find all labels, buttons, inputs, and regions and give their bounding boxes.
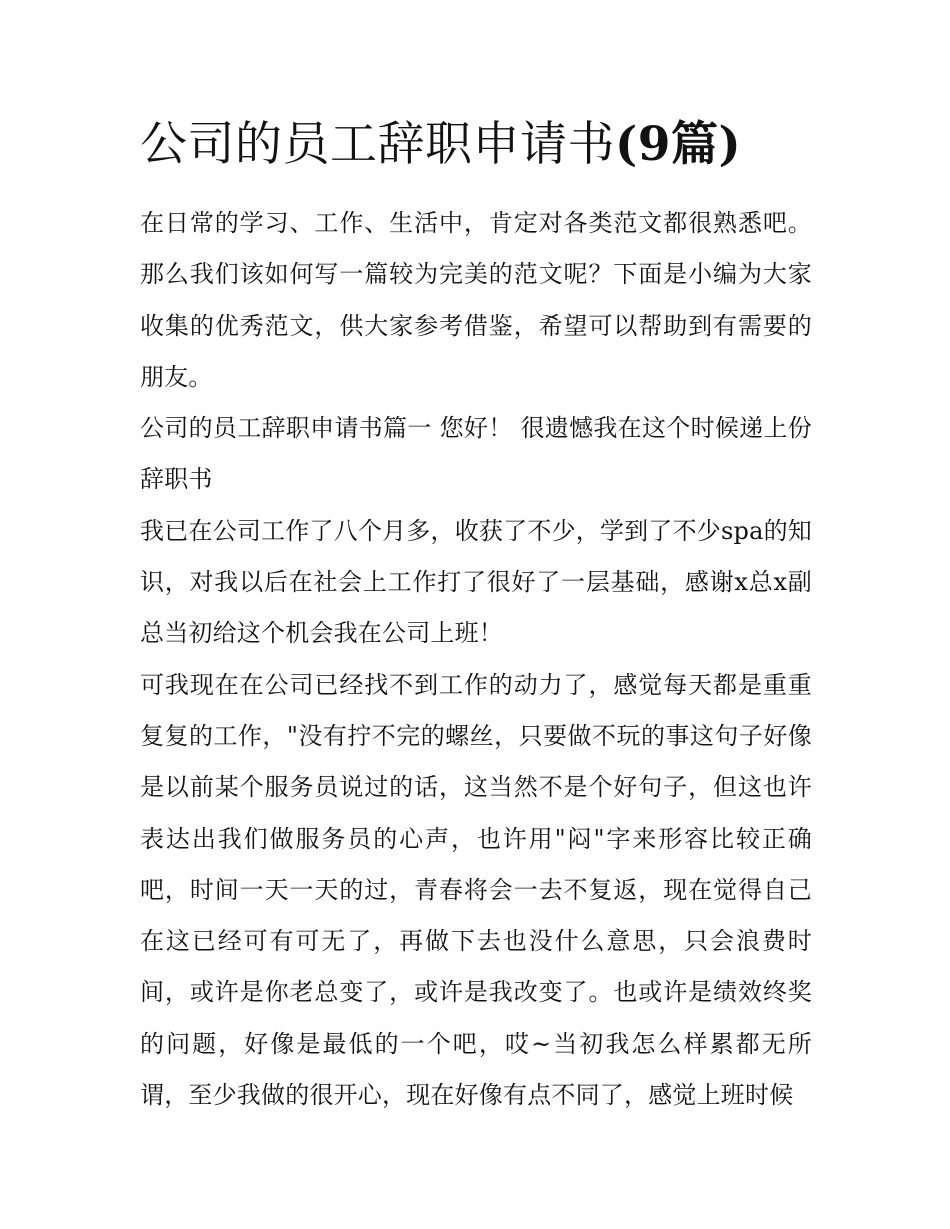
title-suffix: (9篇)	[615, 117, 742, 172]
letter-heading-paragraph: 公司的员工辞职申请书篇一 您好！ 很遗憾我在这个时候递上份辞职书	[140, 414, 812, 494]
intro-paragraph: 在日常的学习、工作、生活中，肯定对各类范文都很熟悉吧。那么我们该如何写一篇较为完美的范文呢？下面是小编为大家收集的优秀范文，供大家参考借鉴，希望可以帮助到有需要的朋友。	[140, 209, 812, 391]
document-title	[140, 112, 820, 178]
body-paragraph: 我已在公司工作了八个月多，收获了不少，学到了不少spa的知识，对我以后在社会上工作打了很好了一层基础，感谢x总x副总当初给这个机会我在公司上班！	[140, 516, 812, 648]
document-body	[140, 198, 812, 1121]
title-main: 公司的员工辞职申请书	[140, 117, 615, 172]
body-paragraph: 可我现在在公司已经找不到工作的动力了，感觉每天都是重重复复的工作，"没有拧不完的螺丝，只要做不玩的事这句子好像是以前某个服务员说过的话，这当然不是个好句子，但这也许表达出我们做服务员的心声，也许用"闷"字来形容比较正确吧，时间一天一天的过，青春将会一去不复返，现在觉得自己在这已经可有可无了，再做下去也没什么意思，只会浪费时间，或许是你老总变了，或许是我改变了。也或许是绩效终奖的问题，好像是最低的一个吧，哎~当初我怎么样累都无所谓，至少我做的很开心，现在好像有点不同了，感觉上班时候	[140, 670, 812, 1110]
